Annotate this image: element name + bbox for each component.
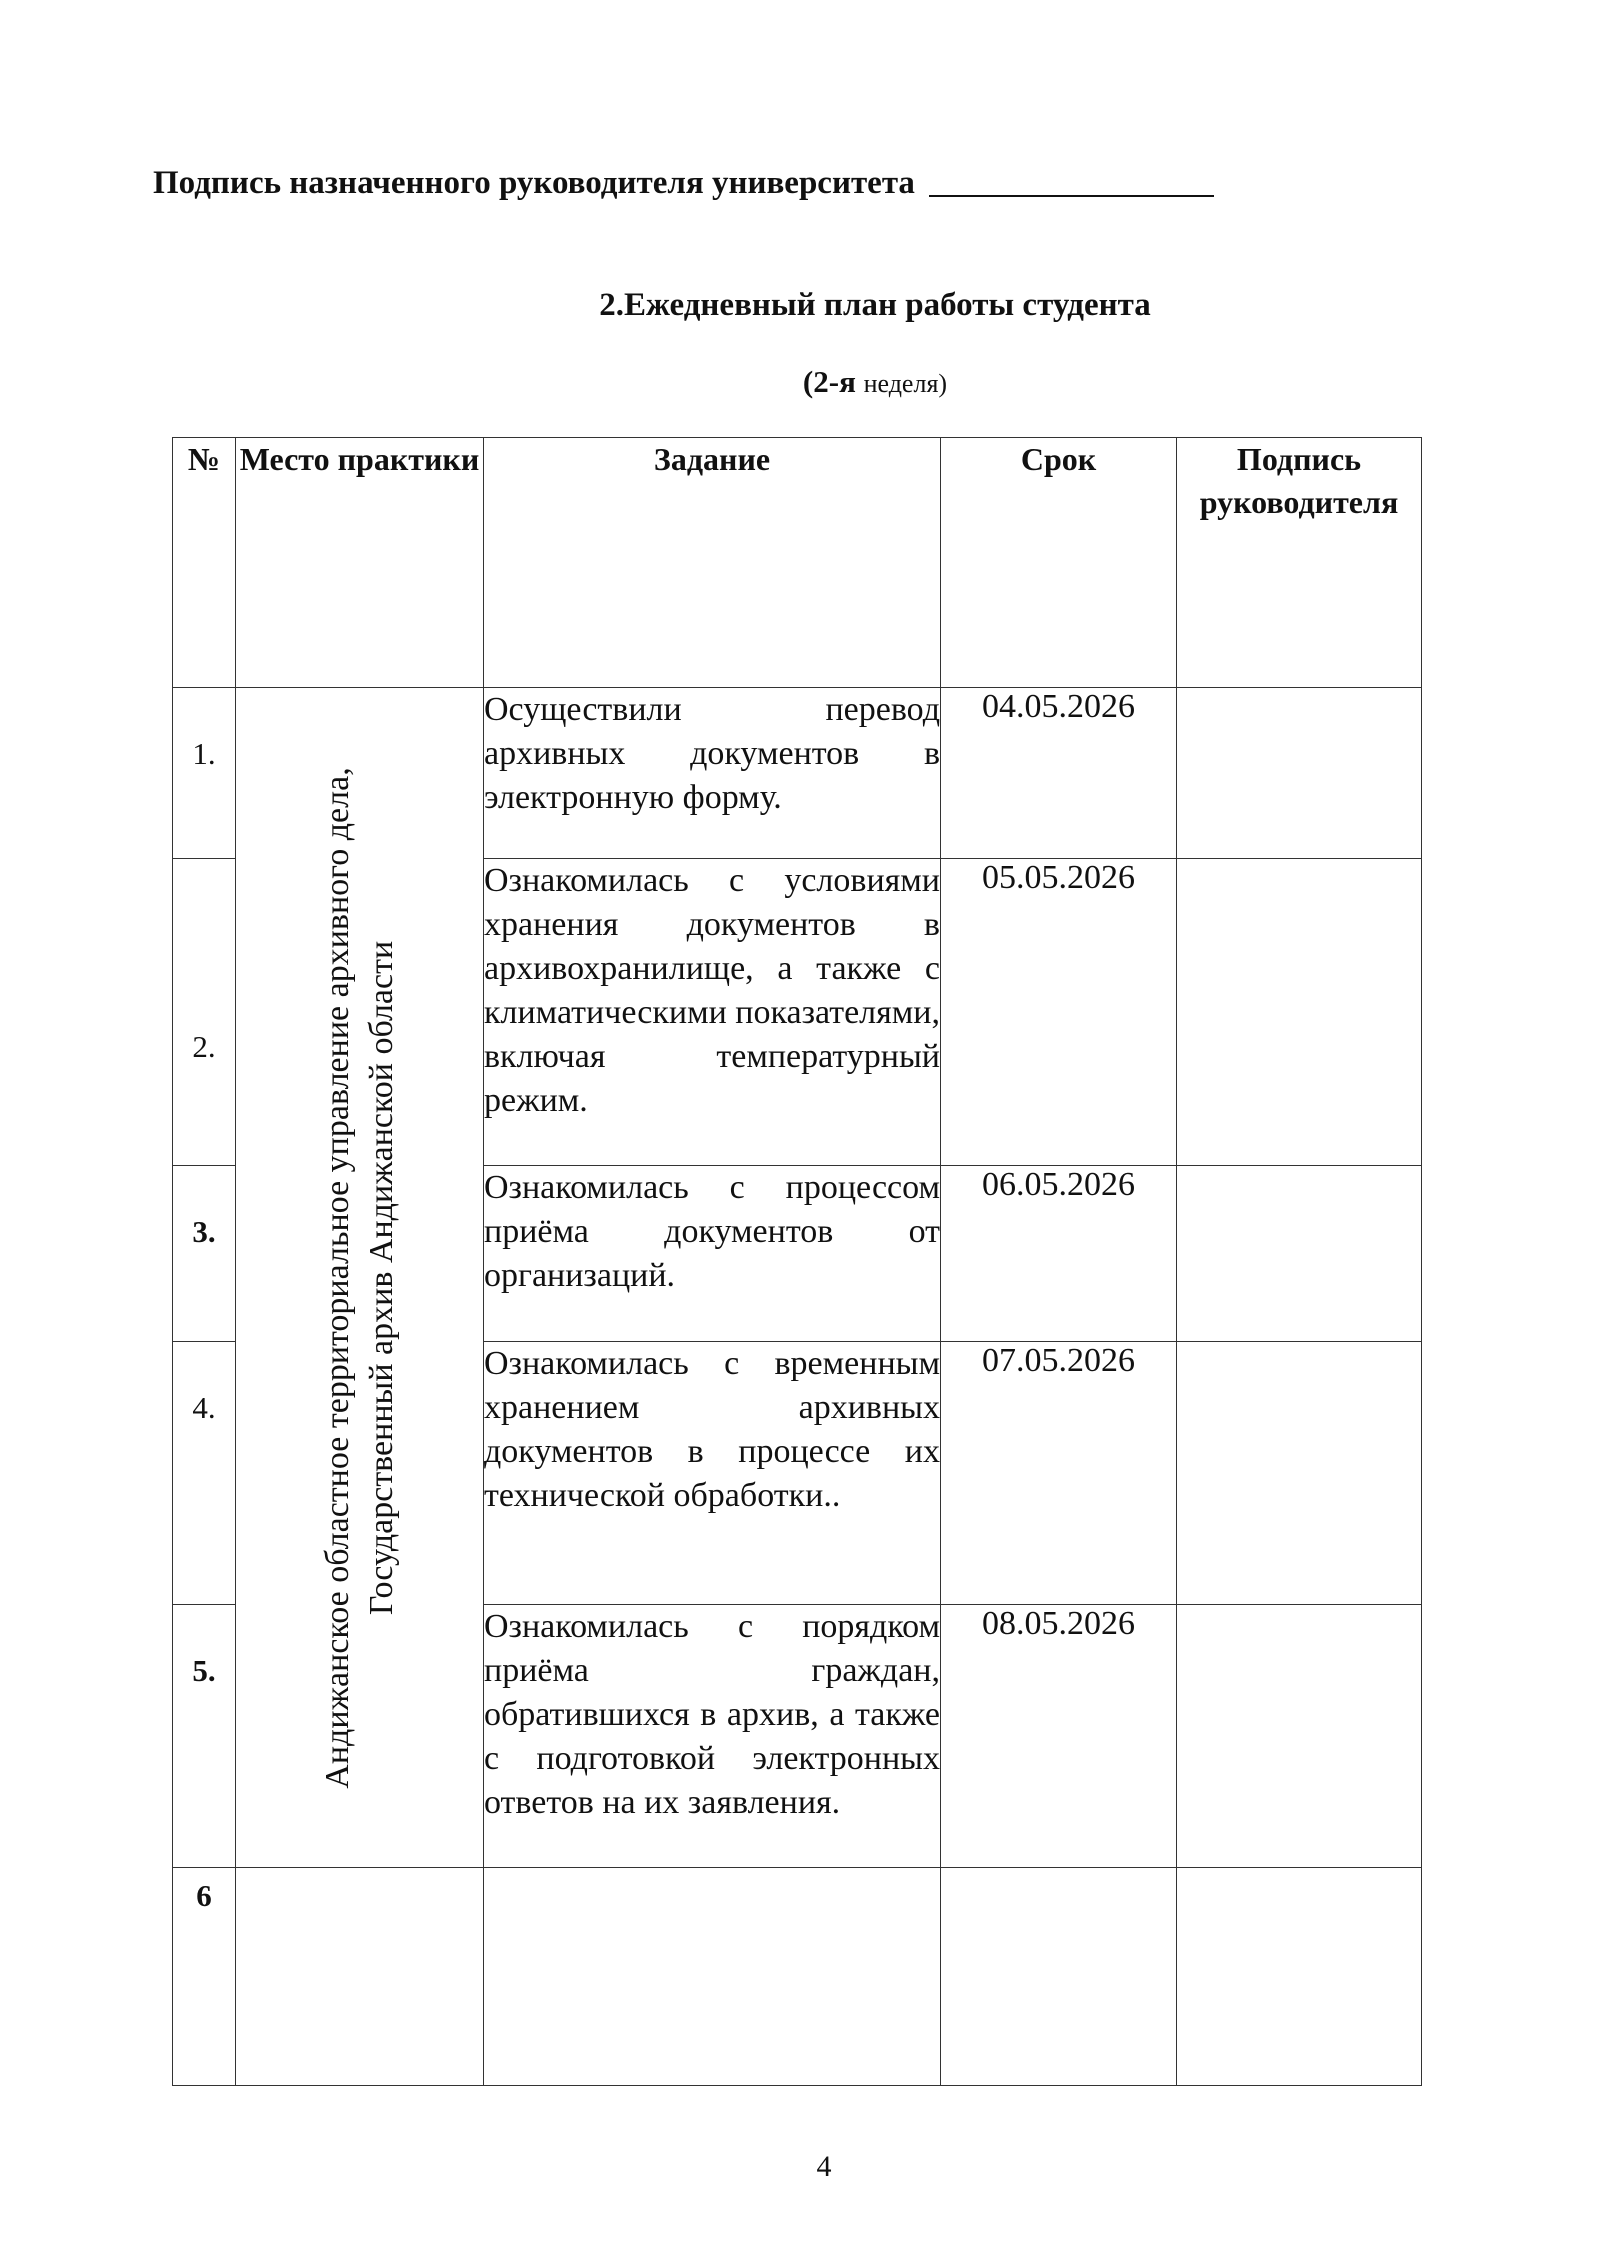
week-label — [0, 364, 1600, 400]
signature-blank — [929, 195, 1214, 197]
page-number: 4 — [816, 2150, 832, 2183]
deadline-cell: 05.05.2026 — [941, 859, 1177, 1166]
signature-cell[interactable] — [1177, 1166, 1422, 1342]
page-title: 2.Ежедневный план работы студента — [599, 287, 1151, 323]
practice-place-text — [316, 708, 404, 1848]
task-cell: Ознакомилась с порядком приёма граждан, обратившихся в архив, а также с подготовкой электронных ответов на их заявления. — [484, 1605, 941, 1868]
signature-cell[interactable] — [1177, 1868, 1422, 2086]
task-cell: Ознакомилась с процессом приёма документов от организаций. — [484, 1166, 941, 1342]
header-place: Место практики — [236, 438, 484, 688]
daily-plan-table — [172, 437, 1422, 2086]
deadline-cell: 07.05.2026 — [941, 1342, 1177, 1605]
week-word: неделя) — [863, 369, 948, 398]
row-number: 2. — [173, 859, 236, 1166]
deadline-cell[interactable] — [941, 1868, 1177, 2086]
week-number: (2-я — [802, 364, 856, 399]
task-cell: Осуществили перевод архивных документов в электронную форму. — [484, 688, 941, 859]
row-number: 6 — [173, 1868, 236, 2086]
task-cell: Ознакомилась с временным хранением архивных документов в процессе их технической обработки.. — [484, 1342, 941, 1605]
header-signature: Подпись руководителя — [1177, 438, 1422, 688]
supervisor-signature-line — [153, 165, 1214, 202]
row-number: 5. — [173, 1605, 236, 1868]
signature-cell[interactable] — [1177, 1342, 1422, 1605]
practice-place-line-2: Государственный архив Андижанской области — [362, 940, 400, 1615]
task-cell: Ознакомилась с условиями хранения документов в архивохранилище, а также с климатическими показателями, включая температурный режим. — [484, 859, 941, 1166]
signature-label: Подпись назначенного руководителя университета — [153, 165, 915, 201]
table-row — [173, 688, 1422, 859]
task-cell[interactable] — [484, 1868, 941, 2086]
table-row — [173, 1868, 1422, 2086]
deadline-cell: 06.05.2026 — [941, 1166, 1177, 1342]
row-number: 4. — [173, 1342, 236, 1605]
signature-cell[interactable] — [1177, 688, 1422, 859]
practice-place-cell — [236, 688, 484, 1868]
table-header-row — [173, 438, 1422, 688]
signature-cell[interactable] — [1177, 859, 1422, 1166]
deadline-cell: 08.05.2026 — [941, 1605, 1177, 1868]
practice-place-line-1: Андижанское областное территориальное управление архивного дела, — [318, 766, 356, 1789]
signature-cell[interactable] — [1177, 1605, 1422, 1868]
deadline-cell: 04.05.2026 — [941, 688, 1177, 859]
header-task: Задание — [484, 438, 941, 688]
row-number: 1. — [173, 688, 236, 859]
row-number: 3. — [173, 1166, 236, 1342]
practice-place-cell-empty[interactable] — [236, 1868, 484, 2086]
header-deadline: Срок — [941, 438, 1177, 688]
header-num: № — [173, 438, 236, 688]
